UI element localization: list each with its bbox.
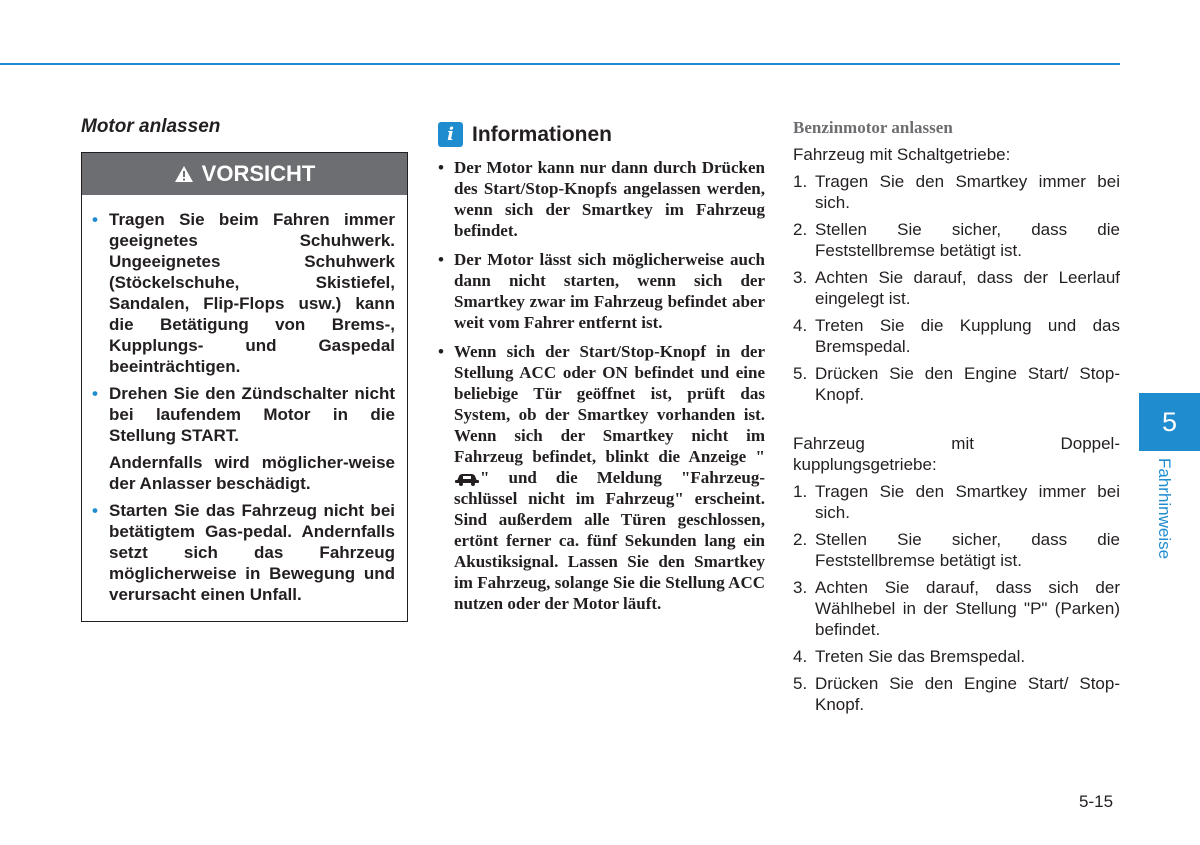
step-item <box>793 219 1120 261</box>
info-item-text: Der Motor lässt sich möglicherweise auch dann nicht starten, wenn sich der Smartkey zwar im Fahrzeug befindet aber weit vom Fahrer entfernt ist. <box>454 250 765 332</box>
step-text: Drücken Sie den Engine Start/ Stop-Knopf. <box>815 674 1120 714</box>
warning-item-text: Drehen Sie den Zündschalter nicht bei laufendem Motor in die Stellung START. <box>109 384 395 445</box>
step-text: Achten Sie darauf, dass der Leerlauf eingelegt ist. <box>815 268 1120 308</box>
manual-label: Fahrzeug mit Schaltgetriebe: <box>793 145 1011 164</box>
step-item <box>793 481 1120 523</box>
step-number: 1. <box>793 172 808 191</box>
warning-box <box>81 152 408 622</box>
warning-body <box>82 195 407 621</box>
warning-item-text: Tragen Sie beim Fahren immer geeignetes Schuhwerk. Ungeeignetes Schuhwerk (Stöckelschuhe, Skistiefel, Sandalen, Flip-Flops usw.) kann die Betätigung von Brems-, Kupplungs- und Gaspedal beeinträchtigen. <box>109 210 395 376</box>
chapter-title-text: Fahrhinweise <box>1155 458 1174 560</box>
info-item-text: Der Motor kann nur dann durch Drücken des Start/Stop-Knopfs angelassen werden, wenn sich der Smartkey im Fahrzeug befindet. <box>454 158 765 240</box>
warning-item-text: Starten Sie das Fahrzeug nicht bei betätigtem Gas-pedal. Andernfalls setzt sich das Fahrzeug möglicherweise in Bewegung und verursacht einen Unfall. <box>109 501 395 604</box>
info-icon: i <box>438 122 463 147</box>
warning-item <box>92 383 395 446</box>
step-item <box>793 267 1120 309</box>
car-key-icon <box>454 472 480 486</box>
step-item <box>793 363 1120 405</box>
step-item <box>793 577 1120 640</box>
warning-item <box>92 209 395 377</box>
spacer <box>793 411 1120 433</box>
top-rule <box>0 63 1120 65</box>
info-item <box>438 341 765 614</box>
step-text: Tragen Sie den Smartkey immer bei sich. <box>815 482 1120 522</box>
bullet-icon: • <box>92 384 98 403</box>
chapter-tab: 5 <box>1139 393 1200 451</box>
info-item <box>438 249 765 333</box>
step-number: 3. <box>793 578 808 597</box>
step-item <box>793 315 1120 357</box>
step-text: Tragen Sie den Smartkey immer bei sich. <box>815 172 1120 212</box>
bullet-icon: • <box>438 342 444 361</box>
step-text: Treten Sie das Bremspedal. <box>815 647 1026 666</box>
subsection-heading: Benzinmotor anlassen <box>793 118 953 137</box>
info-title: Informationen <box>472 122 612 146</box>
step-number: 3. <box>793 268 808 287</box>
page-number: 5-15 <box>1079 792 1114 811</box>
info-item-text: Wenn sich der Start/Stop-Knopf in der Stellung ACC oder ON befindet und eine beliebige Tür geöffnet ist, prüft das System, ob der Smartkey vorhanden ist. Wenn sich der Smartkey nicht im Fahrzeug befindet, blinkt die Anzeige " <box>454 342 765 466</box>
bullet-icon: • <box>92 210 98 229</box>
chapter-title <box>1154 458 1176 568</box>
step-text: Drücken Sie den Engine Start/ Stop-Knopf. <box>815 364 1120 404</box>
warning-triangle-icon <box>174 165 194 183</box>
step-text: Treten Sie die Kupplung und das Bremspedal. <box>815 316 1120 356</box>
info-item <box>438 157 765 241</box>
info-item-text-continued: " und die Meldung "Fahrzeug-schlüssel nicht im Fahrzeug" erscheint. Sind außerdem alle Türen geschlossen, ertönt ferner ca. fünf Sekunden lang ein Akustiksignal. Lassen Sie den Smartkey im Fahrzeug, solange Sie die Stellung ACC nutzen oder der Motor läuft. <box>454 468 765 613</box>
step-number: 2. <box>793 220 808 239</box>
step-item <box>793 171 1120 213</box>
info-header <box>438 122 765 147</box>
step-number: 5. <box>793 364 808 383</box>
step-item <box>793 646 1120 667</box>
warning-item-continuation: Andernfalls wird möglicher-weise der Anlasser beschädigt. <box>109 453 395 493</box>
bullet-icon: • <box>438 250 444 269</box>
step-number: 2. <box>793 530 808 549</box>
step-number: 4. <box>793 316 808 335</box>
step-text: Stellen Sie sicher, dass die Feststellbremse betätigt ist. <box>815 220 1120 260</box>
section-heading: Motor anlassen <box>81 116 221 137</box>
step-text: Stellen Sie sicher, dass die Feststellbremse betätigt ist. <box>815 530 1120 570</box>
bullet-icon: • <box>438 158 444 177</box>
dct-label-line1: Fahrzeug mit Doppel- <box>793 434 1120 453</box>
right-column <box>793 118 1120 721</box>
step-text: Achten Sie darauf, dass sich der Wählhebel in der Stellung "P" (Parken) befindet. <box>815 578 1120 639</box>
step-item <box>793 529 1120 571</box>
bullet-icon: • <box>92 501 98 520</box>
middle-column <box>438 122 765 622</box>
step-number: 5. <box>793 674 808 693</box>
dct-label-line2: kupplungsgetriebe: <box>793 455 937 474</box>
left-column <box>81 116 408 622</box>
warning-header <box>82 153 407 195</box>
step-number: 1. <box>793 482 808 501</box>
warning-item <box>92 500 395 605</box>
step-item <box>793 673 1120 715</box>
warning-title: VORSICHT <box>201 161 316 186</box>
step-number: 4. <box>793 647 808 666</box>
